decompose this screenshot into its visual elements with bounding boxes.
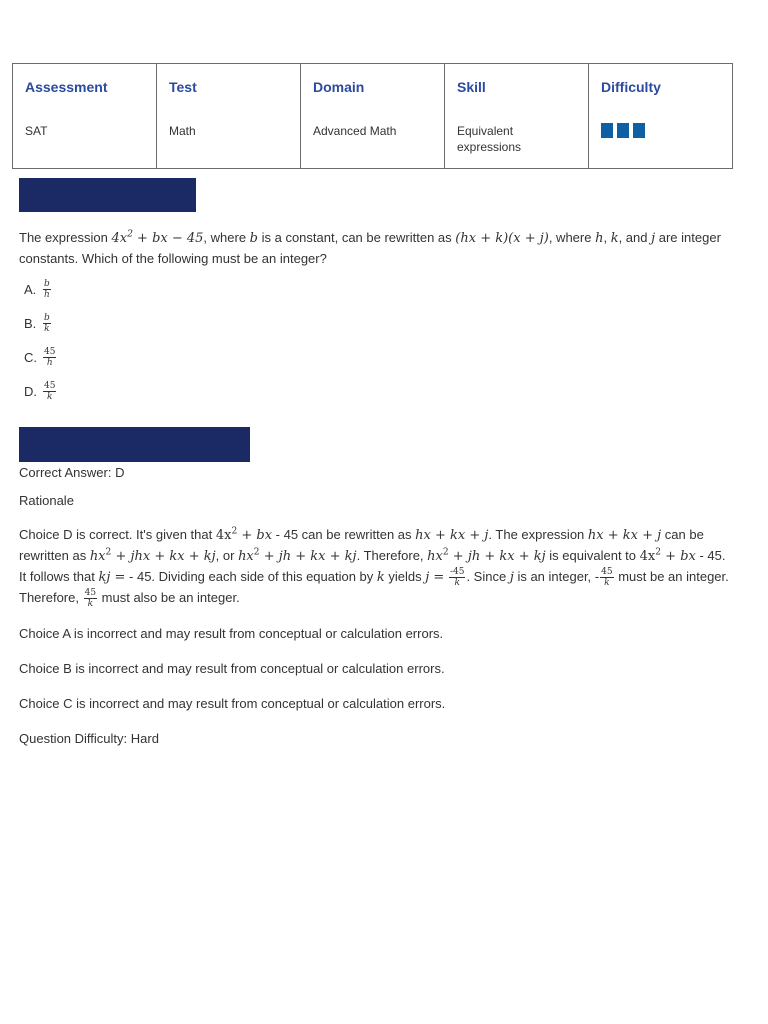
meta-skill-cell [445,64,589,168]
meta-skill-header: Skill [457,79,486,95]
rationale-heading: Rationale [19,493,74,508]
meta-domain-value: Advanced Math [313,124,397,138]
meta-test-cell [157,64,301,168]
question-text: , where [548,230,596,245]
question-text: , and [618,230,652,245]
difficulty-bar [617,123,629,138]
question-text: , [603,230,611,245]
choice-letter: D. [24,383,37,399]
answer-banner [19,427,250,462]
choice-d[interactable] [24,380,57,402]
question-banner [19,178,196,212]
question-difficulty: Question Difficulty: Hard [19,731,159,747]
answer-choices [24,278,57,414]
meta-difficulty-header: Difficulty [601,79,661,95]
correct-answer: Correct Answer: D [19,465,125,480]
choice-fraction: $\frac{45}{h}$ [44,346,56,368]
question-meta-table [12,63,733,169]
math-variable: j [651,231,656,246]
math-variable: b [249,231,258,246]
meta-domain-cell [301,64,445,168]
meta-assessment-cell [13,64,157,168]
question-text: The expression [19,230,112,245]
choice-c[interactable] [24,346,57,368]
fraction: $\frac{45}{k}$ [84,588,97,610]
math-expression: $4x^2$ + bx − 45 [111,229,204,246]
meta-test-value: Math [169,124,196,138]
rationale-choice-b: Choice B is incorrect and may result from conceptual or calculation errors. [19,661,445,677]
choice-letter: A. [24,281,37,297]
meta-difficulty-cell [589,64,732,168]
difficulty-bar [633,123,645,138]
question-text: , where [203,230,250,245]
meta-assessment-header: Assessment [25,79,108,95]
meta-skill-value: Equivalent expressions [457,124,522,154]
choice-fraction: $\frac{b}{h}$ [44,278,50,300]
meta-domain-header: Domain [313,79,365,95]
answer-explanation [19,463,735,749]
meta-assessment-value: SAT [25,124,48,138]
choice-fraction: $\frac{b}{k}$ [44,312,50,334]
question-stem [19,228,739,269]
math-expression: (hx + k)(x + j) [455,231,549,246]
difficulty-indicator [601,123,720,138]
rationale-choice-d: Choice D is correct. It's given that $4x^2$ + bx - 45 can be rewritten as hx + kx + j. The expression hx + kx + j can be rewritten as $hx^2$ + jhx + kx + kj, or $hx^2$ + jh + kx + kj. Therefore, $hx^2$ + jh + kx + kj is equivalent to $4x^2$ + bx - 45. It follows that kj = - 45. Dividing each side of this equation by k yields j = $\frac{-45}{k}$ . Since j is an integer, - $\frac{45}{k}$ must be an integer. Therefore, $\frac{45}{k}$ must also be an integer. [19,526,729,610]
math-variable: h [595,231,604,246]
meta-test-header: Test [169,79,197,95]
question-text: is a constant, can be rewritten as [258,230,456,245]
choice-fraction: $\frac{45}{k}$ [44,380,56,402]
fraction: $\frac{-45}{k}$ [449,567,465,589]
rationale-choice-a: Choice A is incorrect and may result from conceptual or calculation errors. [19,626,444,642]
question-text: are integer constants. Which of the following must be an integer? [19,230,721,266]
difficulty-bar [601,123,613,138]
math-variable: k [610,231,619,246]
rationale-choice-c: Choice C is incorrect and may result from conceptual or calculation errors. [19,696,446,712]
choice-letter: C. [24,349,37,365]
fraction: $\frac{45}{k}$ [601,567,613,589]
choice-a[interactable] [24,278,57,300]
choice-b[interactable] [24,312,57,334]
choice-letter: B. [24,315,37,331]
